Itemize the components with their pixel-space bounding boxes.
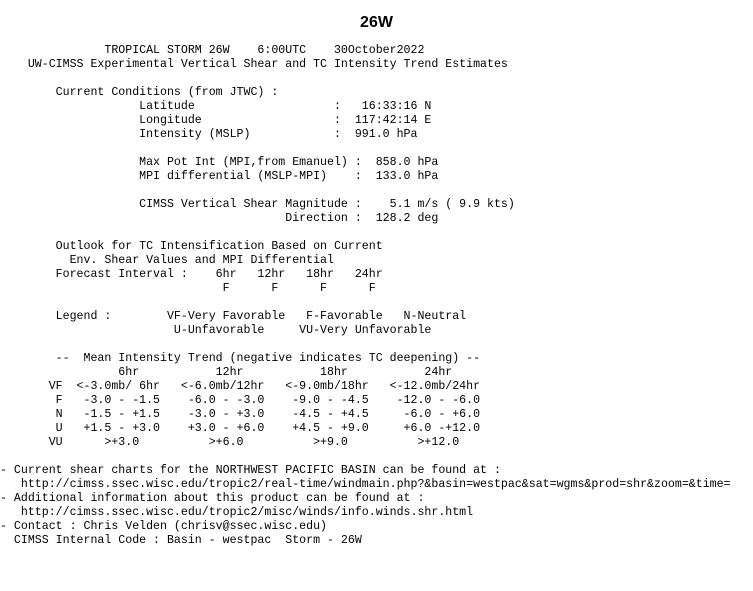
report-line: Env. Shear Values and MPI Differential [0,254,334,267]
report-line: UW-CIMSS Experimental Vertical Shear and TC Intensity Trend Estimates [0,58,508,71]
report-line: Direction : 128.2 deg [0,212,439,225]
report-line: Legend : VF-Very Favorable F-Favorable N-Neutral [0,310,467,323]
report-line [0,142,731,156]
report-line: TROPICAL STORM 26W 6:00UTC 30October2022 [0,44,425,57]
report-line: - Contact : Chris Velden (chrisv@ssec.wisc.edu) [0,520,327,533]
report-line: N -1.5 - +1.5 -3.0 - +3.0 -4.5 - +4.5 -6.0 - +6.0 [0,408,481,421]
report-line: MPI differential (MSLP-MPI) : 133.0 hPa [0,170,439,183]
report-line: - Additional information about this product can be found at : [0,492,425,505]
report-line: F F F F [0,282,376,295]
shear-report-text [0,44,731,548]
report-line: 6hr 12hr 18hr 24hr [0,366,453,379]
page-title: 26W [360,14,393,31]
report-line: Current Conditions (from JTWC) : [0,86,279,99]
report-line: Outlook for TC Intensification Based on Current [0,240,383,253]
report-line: - Current shear charts for the NORTHWEST PACIFIC BASIN can be found at : [0,464,501,477]
report-line: VF <-3.0mb/ 6hr <-6.0mb/12hr <-9.0mb/18hr <-12.0mb/24hr [0,380,481,393]
report-line: Max Pot Int (MPI,from Emanuel) : 858.0 hPa [0,156,439,169]
report-line [0,226,731,240]
report-line: U +1.5 - +3.0 +3.0 - +6.0 +4.5 - +9.0 +6.0 -+12.0 [0,422,481,435]
report-line: Forecast Interval : 6hr 12hr 18hr 24hr [0,268,383,281]
report-line: U-Unfavorable VU-Very Unfavorable [0,324,432,337]
report-line: F -3.0 - -1.5 -6.0 - -3.0 -9.0 - -4.5 -12.0 - -6.0 [0,394,481,407]
report-line [0,296,731,310]
report-line: CIMSS Vertical Shear Magnitude : 5.1 m/s ( 9.9 kts) [0,198,515,211]
report-line: Latitude : 16:33:16 N [0,100,432,113]
report-line: CIMSS Internal Code : Basin - westpac Storm - 26W [0,534,362,547]
report-line: Intensity (MSLP) : 991.0 hPa [0,128,418,141]
report-line: Longitude : 117:42:14 E [0,114,432,127]
report-line: -- Mean Intensity Trend (negative indicates TC deepening) -- [0,352,481,365]
report-line [0,72,731,86]
report-line [0,184,731,198]
report-line [0,450,731,464]
report-line: http://cimss.ssec.wisc.edu/tropic2/real-time/windmain.php?&basin=westpac&sat=wgms&prod=shr&zoom=&time= [0,478,731,491]
report-line [0,338,731,352]
report-line: VU >+3.0 >+6.0 >+9.0 >+12.0 [0,436,460,449]
report-line: http://cimss.ssec.wisc.edu/tropic2/misc/winds/info.winds.shr.html [0,506,474,519]
